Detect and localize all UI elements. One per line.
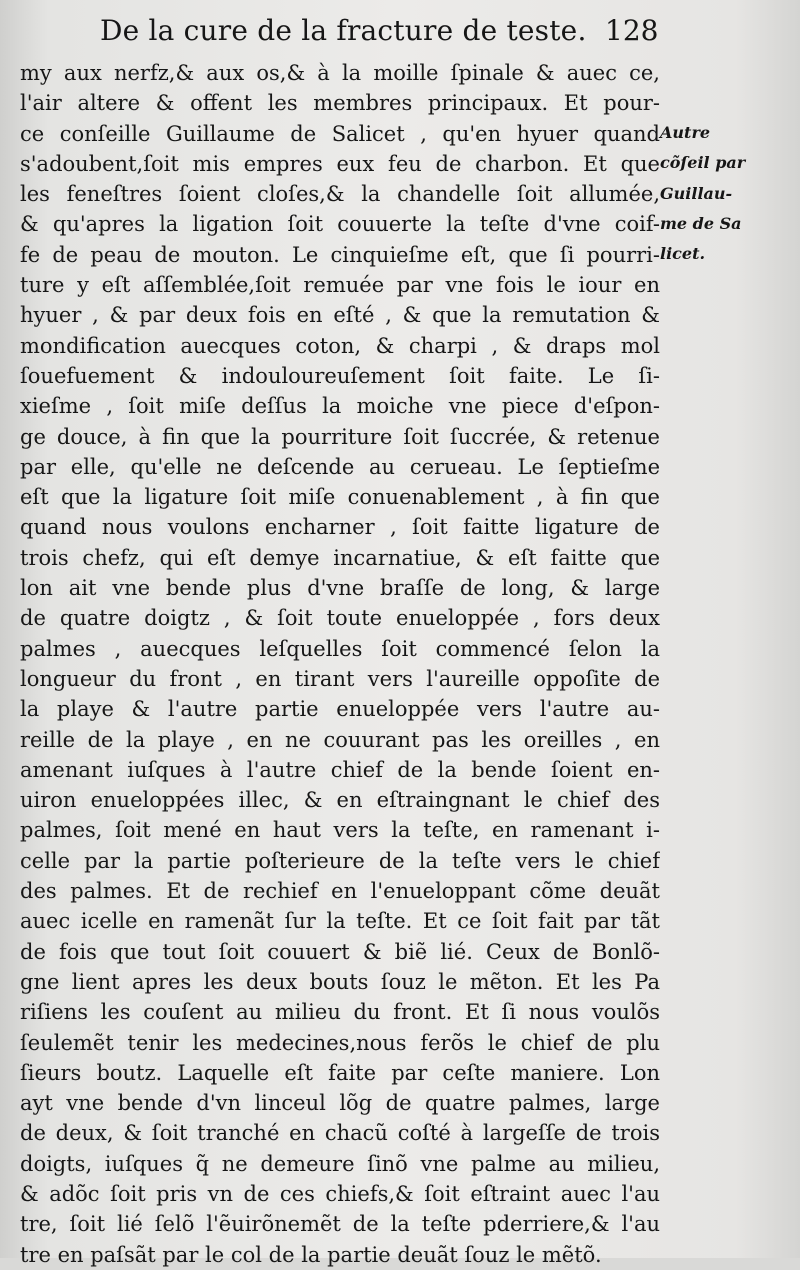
running-head: De la cure de la fracture de teste. xyxy=(100,14,587,47)
margin-note-line: Guillau- xyxy=(660,183,733,203)
text-line: my aux nerfz,& aux os,& à la moille ſpinale & auec ce, xyxy=(20,61,660,85)
body-text xyxy=(20,58,660,1270)
text-line: ce conſeille Guillaume de Salicet , qu'en hyuer quand xyxy=(20,121,660,146)
text-line: amenant iuſques à l'autre chief de la bende ſoient en- xyxy=(20,757,660,782)
text-line: ſouefuement & indouloureuſement ſoit faite. Le ſi- xyxy=(20,363,660,388)
margin-note-line: cõſeil par xyxy=(660,153,746,173)
text-line: lon ait vne bende plus d'vne braſſe de long, & large xyxy=(20,576,660,601)
text-line: longueur du front , en tirant vers l'aureille oppoſite de xyxy=(20,666,660,691)
text-line: ge douce, à fin que la pourriture ſoit ſuccrée, & retenue xyxy=(20,424,660,449)
text-line: & adõc ſoit pris vn de ces chiefs,& ſoit eſtraint auec l'au xyxy=(20,1181,660,1206)
margin-note-line: licet. xyxy=(660,244,706,264)
text-line: & qu'apres la ligation ſoit couuerte la teſte d'vne coif- xyxy=(20,212,660,237)
text-line: des palmes. Et de rechief en l'enueloppant cõme deuãt xyxy=(20,879,660,904)
text-line: xieſme , ſoit miſe deſſus la moiche vne piece d'eſpon- xyxy=(20,394,660,419)
text-line: reille de la playe , en ne couurant pas les oreilles , en xyxy=(20,727,660,752)
margin-note-line: me de Sa xyxy=(660,213,742,233)
text-line: quand nous voulons encharner , ſoit faitte ligature de xyxy=(20,515,660,540)
text-line: de fois que tout ſoit couuert & biẽ lié. Ceux de Bonlõ- xyxy=(20,939,660,964)
text-line: riſiens les couſent au milieu du front. Et ſi nous voulõs xyxy=(20,1000,660,1025)
text-line: eſt que la ligature ſoit miſe conuenablement , à fin que xyxy=(20,485,660,510)
text-line: celle par la partie poſterieure de la teſte vers le chief xyxy=(20,848,660,873)
text-line: uiron enueloppées illec, & en eſtraingnant le chief des xyxy=(20,788,660,813)
text-line: trois chefz, qui eſt demye incarnatiue, & eſt faitte que xyxy=(20,545,660,570)
text-line: palmes, ſoit mené en haut vers la teſte, en ramenant i- xyxy=(20,818,660,843)
text-line: ayt vne bende d'vn linceul lõg de quatre palmes, large xyxy=(20,1091,660,1116)
text-line: la playe & l'autre partie enueloppée vers l'autre au- xyxy=(20,697,660,722)
text-line: tre, ſoit lié ſelõ l'ẽuirõnemẽt de la teſte pderriere,& l'au xyxy=(20,1212,660,1237)
text-line: ſieurs boutz. Laquelle eſt faite par ceſte maniere. Lon xyxy=(20,1060,660,1085)
text-line: hyuer , & par deux fois en eſté , & que la remutation & xyxy=(20,303,660,328)
margin-note xyxy=(660,118,790,269)
text-line: fe de peau de mouton. Le cinquieſme eſt, que ſi pourri- xyxy=(20,242,660,267)
text-line: ſeulemẽt tenir les medecines,nous ferõs le chief de plu xyxy=(20,1030,660,1055)
page-number: 128 xyxy=(605,14,659,47)
text-line: tre en paſsãt par le col de la partie deuãt ſouz le mẽtõ. xyxy=(20,1242,602,1267)
text-line: mondification auecques coton, & charpi , & draps mol xyxy=(20,333,660,358)
text-line: l'air altere & offent les membres principaux. Et pour- xyxy=(20,91,660,116)
text-line: auec icelle en ramenãt ſur la teſte. Et ce ſoit fait par tãt xyxy=(20,909,660,934)
text-line: par elle, qu'elle ne deſcende au cerueau. Le ſeptieſme xyxy=(20,454,660,479)
text-line: de deux, & ſoit tranché en chacũ coſté à largeſſe de trois xyxy=(20,1121,660,1146)
text-line: ture y eſt aſſemblée,ſoit remuée par vne fois le iour en xyxy=(20,273,660,298)
text-line: s'adoubent,ſoit mis empres eux feu de charbon. Et que xyxy=(20,151,660,176)
text-line: gne lient apres les deux bouts ſouz le mẽton. Et les Pa xyxy=(20,969,660,994)
text-line: palmes , auecques leſquelles ſoit commencé ſelon la xyxy=(20,636,660,661)
text-line: doigts, iuſques q̃ ne demeure ſinõ vne palme au milieu, xyxy=(20,1151,660,1176)
text-line: de quatre doigtz , & ſoit toute enueloppée , fors deux xyxy=(20,606,660,631)
margin-note-line: Autre xyxy=(660,123,711,142)
text-line: les feneſtres ſoient cloſes,& la chandelle ſoit allumée, xyxy=(20,182,660,207)
